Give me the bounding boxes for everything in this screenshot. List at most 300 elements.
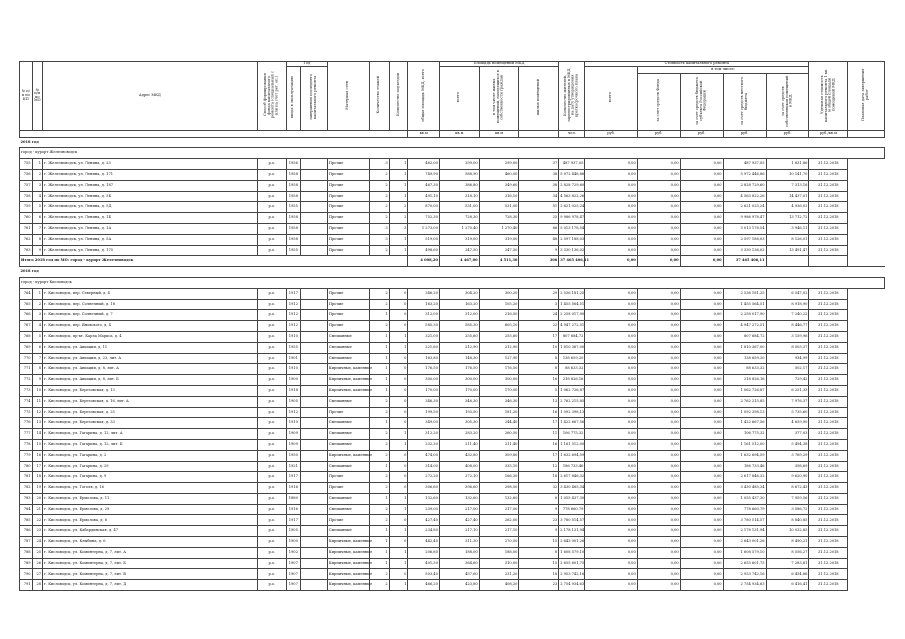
table-cell <box>300 472 327 483</box>
table-cell: 0,00 <box>637 321 680 332</box>
table-cell: 807 684,72 <box>723 331 766 342</box>
table-row <box>20 580 885 591</box>
table-cell: 0,00 <box>680 537 723 548</box>
table-cell: 318,10 <box>439 191 479 202</box>
table-cell: 1 <box>369 418 389 429</box>
table-cell: 349,00 <box>408 418 439 429</box>
table-cell: 0,00 <box>680 547 723 558</box>
table-cell: 1902 <box>287 547 301 558</box>
table-cell: 51 <box>519 202 559 213</box>
total-cell: 4 511,30 <box>479 256 519 267</box>
table-cell: 2 762 215,85 <box>559 396 585 407</box>
table-cell: 31.12.2018 <box>809 450 848 461</box>
table-cell: 132,60 <box>439 493 479 504</box>
table-cell: р.о. <box>257 375 286 386</box>
table-cell: 761 <box>20 223 33 234</box>
table-cell: р.о. <box>257 439 286 450</box>
table-cell: 31.12.2018 <box>809 418 848 429</box>
table-cell: 16 <box>519 439 559 450</box>
table-cell: 790 <box>20 569 33 580</box>
table-cell: 773 <box>20 385 33 396</box>
table-cell: 25 <box>519 213 559 224</box>
table-cell: 487 937,05 <box>723 159 766 170</box>
table-cell: р.о. <box>257 396 286 407</box>
table-cell: 217,00 <box>439 504 479 515</box>
table-cell: 2 762 215,85 <box>723 396 766 407</box>
header-total-area: общая площадь МКД, всего <box>408 62 439 131</box>
table-cell: 231,20 <box>479 569 519 580</box>
table-cell: г. Кисловодск, ул. Клыбина, д. 6 <box>43 537 258 548</box>
table-cell: 1 270,40 <box>479 223 519 234</box>
table-cell: 1 <box>369 526 389 537</box>
table-cell: г. Кисловодск, пер. Солнечный, д. 18 <box>43 299 258 310</box>
table-cell: 0,00 <box>585 493 637 504</box>
table-cell: 16 <box>519 407 559 418</box>
table-cell: 255,60 <box>439 331 479 342</box>
table-cell: 31.12.2018 <box>809 321 848 332</box>
table-cell: 3 <box>369 234 389 245</box>
table-cell: 0,00 <box>680 299 723 310</box>
table-cell: 8 672,43 <box>766 483 809 494</box>
table-cell: 2 643 001,26 <box>559 537 585 548</box>
table-cell: 31.12.2018 <box>809 223 848 234</box>
table-cell: 2 <box>389 213 408 224</box>
table-cell: 0,00 <box>585 321 637 332</box>
table-cell: г. Железноводск, ул. Ленина, д. 1Б <box>43 213 258 224</box>
table-cell: 0,00 <box>585 364 637 375</box>
table-cell: 2 <box>369 213 389 224</box>
table-cell: 0,00 <box>637 223 680 234</box>
table-cell: 15 <box>32 439 42 450</box>
table-cell: 319,00 <box>439 234 479 245</box>
table-cell: 0,00 <box>585 547 637 558</box>
table-row <box>20 537 885 548</box>
table-cell: 2 643 001,26 <box>723 537 766 548</box>
header-cost-group: Стоимость капитального ремонта <box>585 62 809 67</box>
table-cell: 2 <box>369 439 389 450</box>
table-cell: 212,90 <box>479 342 519 353</box>
table-cell: Смешанные <box>327 396 369 407</box>
table-cell: 0 <box>389 515 408 526</box>
table-row <box>20 375 885 386</box>
table-cell: 31.12.2018 <box>809 493 848 504</box>
table-cell: 1958 <box>287 234 301 245</box>
table-cell: 1950 <box>287 450 301 461</box>
table-cell: 31.12.2018 <box>809 407 848 418</box>
table-cell: Смешанные <box>327 429 369 440</box>
table-cell: 0,00 <box>637 191 680 202</box>
table-cell: 762 <box>20 234 33 245</box>
table-cell: 605,10 <box>479 321 519 332</box>
table-cell: 1958 <box>287 213 301 224</box>
table-cell: 2 754 934,63 <box>559 580 585 591</box>
table-cell: 0,00 <box>680 159 723 170</box>
table-cell: 0 <box>389 310 408 321</box>
table-cell: 0,00 <box>585 504 637 515</box>
table-cell: Прочие <box>327 310 369 321</box>
table-cell: 0,00 <box>585 407 637 418</box>
table-cell: 0,00 <box>637 180 680 191</box>
table-cell: 31.12.2018 <box>809 331 848 342</box>
table-cell: 502,17 <box>766 364 809 375</box>
table-cell: 0,00 <box>637 245 680 256</box>
table-cell: Прочие <box>327 159 369 170</box>
table-cell: 0,00 <box>680 439 723 450</box>
table-cell: 755 <box>20 159 33 170</box>
table-cell: 0,00 <box>585 310 637 321</box>
table-cell: Кирпичные, каменные <box>327 385 369 396</box>
header-address: Адрес МКД <box>43 62 258 131</box>
table-cell: 766 <box>20 310 33 321</box>
table-cell: 4 563 822,26 <box>723 191 766 202</box>
table-cell: 12 <box>519 461 559 472</box>
table-cell: 772 <box>20 375 33 386</box>
table-cell: 778 660,79 <box>723 504 766 515</box>
table-cell: 782 <box>20 483 33 494</box>
table-cell: 2 <box>369 450 389 461</box>
table-cell <box>300 321 327 332</box>
table-cell: 0 <box>389 299 408 310</box>
table-cell: 769 <box>20 342 33 353</box>
table-cell: 0,00 <box>637 331 680 342</box>
table-cell: 0 <box>389 353 408 364</box>
table-row <box>20 364 885 375</box>
table-cell: 346,20 <box>408 288 439 299</box>
table-cell: Прочие <box>327 202 369 213</box>
table-cell: 0,00 <box>585 299 637 310</box>
table-row <box>20 180 885 191</box>
table-cell: 2 <box>369 429 389 440</box>
table-cell: Смешанные <box>327 461 369 472</box>
table-cell: 0,00 <box>637 558 680 569</box>
table-cell: 0,00 <box>585 223 637 234</box>
table-cell: 0,00 <box>585 537 637 548</box>
table-cell: 299,00 <box>479 159 519 170</box>
table-cell: 0,00 <box>680 515 723 526</box>
table-cell: 0,00 <box>585 483 637 494</box>
table-cell: 0,00 <box>680 202 723 213</box>
table-cell: 401,30 <box>408 558 439 569</box>
header-wall: Материал стен <box>327 62 369 131</box>
table-cell: 14 437,01 <box>766 191 809 202</box>
table-cell: г. Железноводск, ул. Ленина, д. 23 <box>43 159 258 170</box>
table-cell: 0,00 <box>680 396 723 407</box>
table-cell: 1 <box>369 331 389 342</box>
table-cell: 34 <box>519 191 559 202</box>
table-cell: 17 <box>519 331 559 342</box>
table-cell: 0,00 <box>680 234 723 245</box>
table-cell: 14 <box>32 429 42 440</box>
table-cell: 31.12.2018 <box>809 396 848 407</box>
table-cell: 785 <box>20 515 33 526</box>
header-cost-region: за счет средств бюджета субъекта Российской Федерации <box>680 73 723 130</box>
table-cell <box>300 450 327 461</box>
table-cell: 5 <box>32 202 42 213</box>
header-including: в том числе: <box>637 66 809 73</box>
table-cell: р.о. <box>257 580 286 591</box>
table-cell: 519,00 <box>408 234 439 245</box>
table-cell: 181,20 <box>479 407 519 418</box>
table-cell: Прочие <box>327 321 369 332</box>
table-cell: 781 <box>20 472 33 483</box>
table-cell: 791 <box>20 580 33 591</box>
section-city: город - курорт Железноводск <box>20 148 885 159</box>
table-cell: 0,00 <box>680 580 723 591</box>
table-cell: 15 <box>519 558 559 569</box>
table-cell <box>300 299 327 310</box>
table-cell: 749,90 <box>408 169 439 180</box>
table-cell: 5 013 178,54 <box>559 223 585 234</box>
table-cell: 188,00 <box>439 547 479 558</box>
table-cell: 163,80 <box>408 353 439 364</box>
table-cell: 132,60 <box>479 493 519 504</box>
table-cell: 2 <box>369 515 389 526</box>
table-cell: 0,00 <box>637 537 680 548</box>
table-cell: 17 <box>519 450 559 461</box>
table-cell: 312,00 <box>408 310 439 321</box>
table-cell: 86 <box>519 223 559 234</box>
table-cell: 2 655 601,75 <box>723 558 766 569</box>
table-cell <box>300 569 327 580</box>
table-cell: 0,00 <box>585 450 637 461</box>
table-cell: 1955 <box>287 202 301 213</box>
table-cell: 474,00 <box>408 450 439 461</box>
table-cell: 1958 <box>287 169 301 180</box>
table-cell: 0,00 <box>680 504 723 515</box>
table-cell: 0,00 <box>637 375 680 386</box>
table-cell: 0 <box>389 450 408 461</box>
table-cell: г. Кисловодск, ул. Коминтерна, д. 7, лит. В <box>43 569 258 580</box>
table-cell: 272,10 <box>439 472 479 483</box>
table-cell: 588,90 <box>439 169 479 180</box>
table-cell: 763 <box>20 245 33 256</box>
table-cell: р.о. <box>257 202 286 213</box>
table-cell <box>300 515 327 526</box>
table-cell: 1901 <box>287 353 301 364</box>
table-cell: 767 <box>20 321 33 332</box>
table-cell: 0,00 <box>637 461 680 472</box>
table-cell: 1 632 694,59 <box>559 450 585 461</box>
table-cell <box>300 223 327 234</box>
table-cell: 1910 <box>287 364 301 375</box>
table-cell: 2 <box>389 202 408 213</box>
table-cell: 270,50 <box>479 537 519 548</box>
table-cell: 0,00 <box>680 245 723 256</box>
table-cell: Прочие <box>327 191 369 202</box>
table-cell: 1 <box>389 493 408 504</box>
table-cell: 807 684,72 <box>559 331 585 342</box>
table-cell: 771 <box>20 364 33 375</box>
table-cell: г. Кисловодск, ул. Гоголя, д. 16 <box>43 483 258 494</box>
table-cell: 2 <box>369 299 389 310</box>
table-cell: 8 556,27 <box>766 547 809 558</box>
table-cell: 9 986 978,47 <box>723 213 766 224</box>
table-cell: 0,00 <box>637 213 680 224</box>
table-cell: 0,00 <box>680 429 723 440</box>
table-cell: р.о. <box>257 558 286 569</box>
table-cell <box>300 234 327 245</box>
table-cell: 2 597 188,03 <box>559 234 585 245</box>
table-cell: 1958 <box>287 223 301 234</box>
table-cell <box>300 213 327 224</box>
table-cell: 0,00 <box>680 310 723 321</box>
table-cell: 0,00 <box>585 396 637 407</box>
table-cell: 218 826,16 <box>559 375 585 386</box>
table-cell: 0,00 <box>637 159 680 170</box>
table-cell: 312,20 <box>408 429 439 440</box>
table-cell: 0,00 <box>637 493 680 504</box>
table-cell: 1 062 726,87 <box>559 385 585 396</box>
header-unit-cost: Удельная стоимость капитального ремонта 1 кв. м общей площади помещений МКД <box>809 62 848 131</box>
table-cell: 27 <box>32 569 42 580</box>
total-label: Итого 2018 год по МО: город - курорт Железноводск <box>20 256 408 267</box>
table-cell: 31.12.2018 <box>809 310 848 321</box>
table-cell: 335,10 <box>479 461 519 472</box>
table-cell: 18 <box>519 569 559 580</box>
table-cell: 138 659,20 <box>559 353 585 364</box>
table-cell: 0,00 <box>680 191 723 202</box>
table-cell: 176,50 <box>439 364 479 375</box>
table-cell: 199,50 <box>408 407 439 418</box>
table-cell: 7 959,56 <box>766 493 809 504</box>
table-cell: г. Железноводск, ул. Ленина, д. 187 <box>43 180 258 191</box>
table-row <box>20 385 885 396</box>
table-row <box>20 547 885 558</box>
table-cell: г. Железноводск, ул. Ленина, д. 175 <box>43 245 258 256</box>
table-cell <box>300 461 327 472</box>
table-cell: р.о. <box>257 515 286 526</box>
table-cell: 460,00 <box>479 169 519 180</box>
table-cell: 305,30 <box>439 418 479 429</box>
table-cell: 0,00 <box>680 569 723 580</box>
table-cell: 10 <box>519 342 559 353</box>
table-cell: 18 <box>519 472 559 483</box>
table-cell: 0,00 <box>680 450 723 461</box>
table-cell: 17 <box>519 418 559 429</box>
table-cell: 2 <box>369 321 389 332</box>
header-deadline: Плановая дата завершения работ <box>848 62 885 131</box>
table-cell: 31.12.2018 <box>809 580 848 591</box>
table-cell: 31.12.2018 <box>809 202 848 213</box>
table-cell: 0,00 <box>680 353 723 364</box>
table-cell: 457,60 <box>439 569 479 580</box>
table-cell: Прочие <box>327 407 369 418</box>
table-cell: 170,00 <box>439 385 479 396</box>
table-cell: 88 633,32 <box>559 364 585 375</box>
table-cell: 1912 <box>287 321 301 332</box>
table-cell: 0,00 <box>680 169 723 180</box>
table-cell: 2 <box>369 191 389 202</box>
table-cell: 9 <box>519 245 559 256</box>
table-cell: 216,50 <box>479 310 519 321</box>
table-cell: 778 <box>20 439 33 450</box>
table-cell: 1958 <box>287 191 301 202</box>
table-cell <box>300 580 327 591</box>
table-cell: 3 780 514,57 <box>723 515 766 526</box>
table-cell: 106 775,32 <box>559 429 585 440</box>
table-cell: г. Кисловодск, ул. Березовская, д. 13 <box>43 385 258 396</box>
table-cell: 8 840,85 <box>766 515 809 526</box>
table-cell: 2 621 025,24 <box>723 202 766 213</box>
table-cell: 28 <box>32 580 42 591</box>
table-cell: г. Кисловодск, ул. Гагарина, д. 2 <box>43 450 258 461</box>
table-cell: 5 <box>32 331 42 342</box>
total-cell: 37 465 406,11 <box>559 256 585 267</box>
table-cell: 4 <box>32 191 42 202</box>
table-cell: 311,30 <box>439 537 479 548</box>
table-cell: 0,00 <box>637 407 680 418</box>
table-cell: 8 490,21 <box>766 537 809 548</box>
table-cell: 4 659,90 <box>766 418 809 429</box>
table-row <box>20 493 885 504</box>
table-cell: 0 <box>389 461 408 472</box>
table-cell: Смешанные <box>327 342 369 353</box>
table-cell: 6 547,02 <box>766 288 809 299</box>
table-cell: 9 620,90 <box>766 472 809 483</box>
table-cell <box>300 310 327 321</box>
table-cell: Смешанные <box>327 331 369 342</box>
table-cell: 9 986 978,47 <box>559 213 585 224</box>
table-cell: 6 251,33 <box>766 385 809 396</box>
table-cell: 377,03 <box>766 429 809 440</box>
table-cell: 2 178 131,94 <box>559 526 585 537</box>
table-cell: 88 633,32 <box>723 364 766 375</box>
table-cell: 37 <box>519 159 559 170</box>
table-cell: 3 430 485,34 <box>559 483 585 494</box>
table-cell <box>300 537 327 548</box>
table-cell: 0,00 <box>585 202 637 213</box>
table-cell: 48 <box>519 234 559 245</box>
table-row <box>20 234 885 245</box>
table-cell: 31.12.2018 <box>809 483 848 494</box>
table-cell: 3 430 485,34 <box>723 483 766 494</box>
table-cell <box>300 429 327 440</box>
table-cell: г. Кисловодск, ул. Березовская, д. 16, лит. А <box>43 396 258 407</box>
table-cell: г. Кисловодск, ул. Гагарина, д. 12, лит. Б <box>43 439 258 450</box>
table-cell: 127,90 <box>479 353 519 364</box>
table-cell: г. Железноводск, ул. Ленина, д. 1А <box>43 223 258 234</box>
table-cell: 23 <box>519 580 559 591</box>
table-cell: 1 <box>389 558 408 569</box>
header-fund-method: Способ формирования фонда капитального ремонта (специальный с или на счет рег. оп.) <box>257 62 286 131</box>
table-cell: 3 <box>32 310 42 321</box>
table-cell: 2 <box>369 483 389 494</box>
table-cell: 462,00 <box>408 159 439 170</box>
table-cell: 487 937,05 <box>559 159 585 170</box>
table-cell: 0,00 <box>680 342 723 353</box>
table-cell: 247,50 <box>479 245 519 256</box>
table-cell: 2 <box>369 202 389 213</box>
table-cell: 106 775,32 <box>723 429 766 440</box>
table-cell: 2 <box>369 472 389 483</box>
table-cell: 7 <box>32 223 42 234</box>
table-cell: 5 494,38 <box>766 439 809 450</box>
table-cell: Кирпичные, каменные <box>327 569 369 580</box>
table-cell: 0,00 <box>637 483 680 494</box>
header-cost-owners: за счет средств собственников помещений в МКД <box>766 73 809 130</box>
table-cell: 31.12.2018 <box>809 299 848 310</box>
table-cell: р.о. <box>257 331 286 342</box>
header-year-repair: завершения последнего капитального ремонта <box>300 66 327 130</box>
table-cell: г. Кисловодск, ул. Гагарина, д. 12, лит. А <box>43 429 258 440</box>
table-cell <box>300 331 327 342</box>
table-cell: 234,80 <box>408 526 439 537</box>
table-cell: 0,00 <box>585 288 637 299</box>
table-cell: 163,20 <box>439 299 479 310</box>
table-cell: 1 <box>369 310 389 321</box>
table-cell: 2 536 181,25 <box>559 288 585 299</box>
table-cell: 775 <box>20 407 33 418</box>
